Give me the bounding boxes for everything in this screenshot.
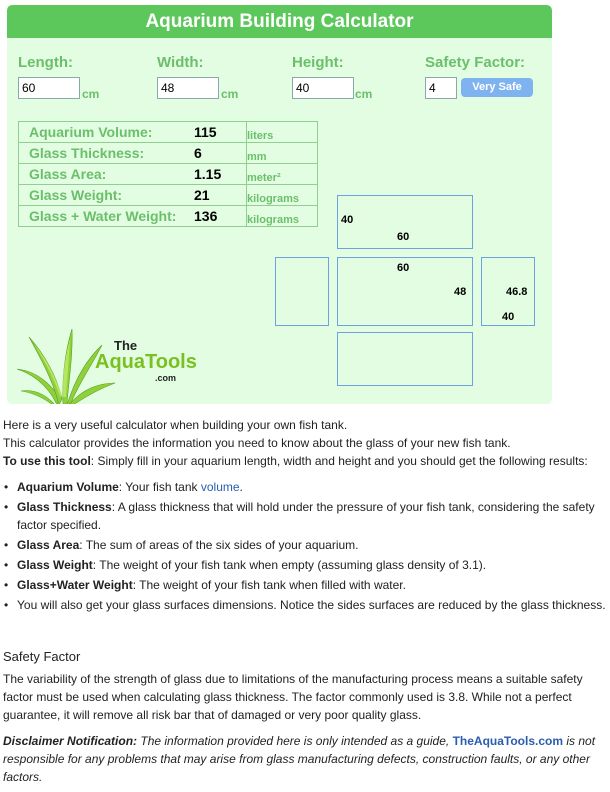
disclaimer-text-1: The information provided here is only intended as a guide, <box>137 734 453 748</box>
side-pane-width: 46.8 <box>506 286 528 298</box>
bottom-pane <box>337 332 473 386</box>
howto-paragraph <box>3 452 607 470</box>
front-pane-length: 60 <box>397 262 410 274</box>
result-label: Aquarium Volume: <box>19 122 193 143</box>
calculator-panel <box>7 5 552 404</box>
disclaimer-paragraph <box>3 732 607 786</box>
feature-text: : The sum of areas of the six sides of your aquarium. <box>79 538 359 552</box>
width-label: Width: <box>157 54 204 71</box>
table-row <box>19 164 318 185</box>
feature-text-end: . <box>239 480 243 494</box>
length-label: Length: <box>18 54 73 71</box>
result-label: Glass Area: <box>19 164 193 185</box>
left-side-pane <box>275 257 329 326</box>
result-unit: liters <box>247 122 318 143</box>
volume-link[interactable]: volume <box>200 480 240 494</box>
result-value: 115 <box>192 122 247 143</box>
logo-text-com: .com <box>155 373 177 383</box>
table-row <box>19 206 318 227</box>
list-item <box>17 498 607 534</box>
top-pane-depth: 40 <box>341 214 354 226</box>
safety-factor-input[interactable] <box>425 77 457 99</box>
result-value: 136 <box>192 206 247 227</box>
theaquatools-link[interactable]: TheAquaTools.com <box>452 734 564 748</box>
right-side-pane <box>481 257 535 326</box>
length-input[interactable] <box>18 77 80 99</box>
results-table <box>18 121 318 227</box>
howto-text: : Simply fill in your aquarium length, width and height and you should get the following results: <box>90 454 588 468</box>
intro-line-2: This calculator provides the information you need to know about the glass of your new fish tank. <box>3 436 511 450</box>
width-unit: cm <box>221 87 239 101</box>
feature-text: : Your fish tank <box>118 480 201 494</box>
result-unit: meter² <box>247 164 318 185</box>
safety-factor-heading: Safety Factor <box>3 649 81 664</box>
result-unit: mm <box>247 143 318 164</box>
safety-factor-paragraph: The variability of the strength of glass due to limitations of the manufacturing process means a suitable safety factor must be used when calculating glass thickness. The factor commonly used is 3.8. While not a perfect guarantee, it will remove all risk bar that of damaged or very poor quality glass. <box>3 672 583 722</box>
disclaimer-label: Disclaimer Notification: <box>3 734 138 748</box>
features-list <box>3 478 607 614</box>
logo-text-aquatools: AquaTools <box>95 351 197 373</box>
result-value: 21 <box>192 185 247 206</box>
table-row <box>19 143 318 164</box>
feature-term: Glass Area <box>17 538 80 552</box>
feature-term: Aquarium Volume <box>17 480 119 494</box>
result-value: 1.15 <box>192 164 247 185</box>
feature-text: : The weight of your fish tank when filled with water. <box>132 578 406 592</box>
list-item <box>17 556 607 574</box>
front-pane <box>337 257 473 326</box>
table-row <box>19 185 318 206</box>
front-pane-width: 48 <box>454 286 467 298</box>
result-unit: kilograms <box>247 185 318 206</box>
result-label: Glass Weight: <box>19 185 193 206</box>
list-item <box>17 576 607 594</box>
result-label: Glass Thickness: <box>19 143 193 164</box>
width-input[interactable] <box>157 77 219 99</box>
feature-term: Glass Weight <box>17 558 93 572</box>
logo-text-the: The <box>114 338 138 353</box>
length-unit: cm <box>82 87 100 101</box>
very-safe-button[interactable]: Very Safe <box>461 78 533 97</box>
list-item <box>17 596 607 614</box>
feature-term: Glass+Water Weight <box>17 578 133 592</box>
list-item <box>17 478 607 496</box>
safety-factor-label: Safety Factor: <box>425 54 526 71</box>
disclaimer-text-2: is not responsible for any problems that may arise from glass manufacturing defects, construction faults, or any other factors. <box>3 734 596 784</box>
result-label: Glass + Water Weight: <box>19 206 193 227</box>
height-unit: cm <box>355 87 373 101</box>
feature-text: : A glass thickness that will hold under the pressure of your fish tank, considering the safety factor specified. <box>17 500 595 532</box>
side-pane-height: 40 <box>502 311 515 323</box>
height-input[interactable] <box>292 77 354 99</box>
list-item <box>17 536 607 554</box>
feature-term: Glass Thickness <box>17 500 112 514</box>
top-pane-length: 60 <box>397 231 410 243</box>
intro-line-1: Here is a very useful calculator when building your own fish tank. <box>3 418 348 432</box>
table-row <box>19 122 318 143</box>
howto-label: To use this tool <box>3 454 91 468</box>
feature-text: You will also get your glass surfaces dimensions. Notice the sides surfaces are reduced by the glass thickness. <box>17 598 606 612</box>
feature-text: : The weight of your fish tank when empty (assuming glass density of 3.1). <box>92 558 487 572</box>
calculator-title: Aquarium Building Calculator <box>7 5 552 38</box>
result-value: 6 <box>192 143 247 164</box>
result-unit: kilograms <box>247 206 318 227</box>
top-pane <box>337 195 473 249</box>
height-label: Height: <box>292 54 344 71</box>
description-content <box>3 416 607 786</box>
